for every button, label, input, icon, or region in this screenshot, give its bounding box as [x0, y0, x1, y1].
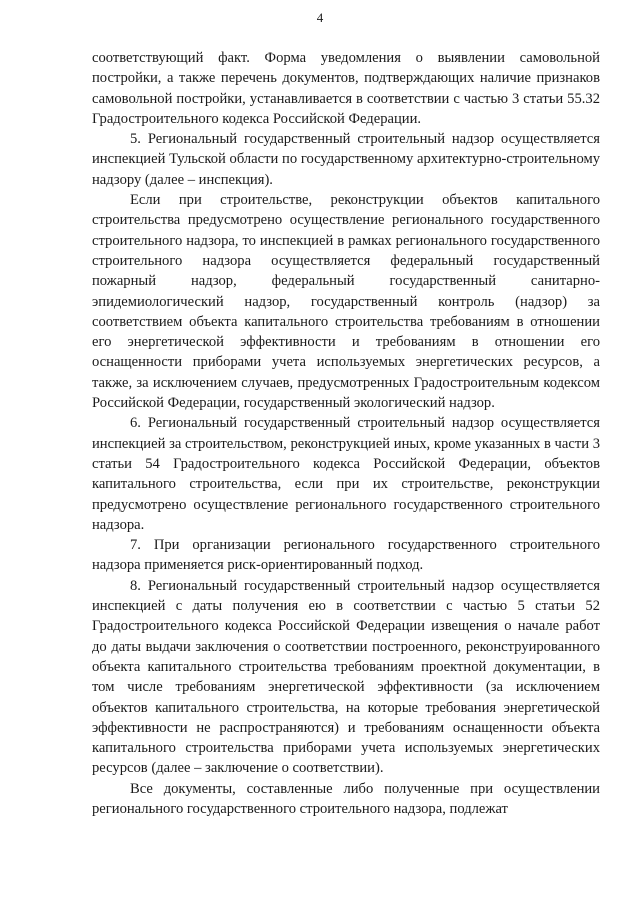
paragraph-8: 8. Региональный государственный строительный надзор осуществляется инспекцией с даты получения ею в соответствии с частью 5 статьи 52 Градостроительного кодекса Российской Федерации извещения о начале работ до даты выдачи заключения о соответствии построенного, реконструированного объекта капитального строительства требованиям проектной документации, в том числе требованиям энергетической эффективности (за исключением объектов капитального строительства, на которые требования энергетической эффективности не распространяются) и требованиям оснащенности объекта капитального строительства приборами учета используемых энергетических ресурсов (далее – заключение о соответствии). — [92, 577, 600, 777]
paragraph-7: 7. При организации регионального государственного строительного надзора применяется риск-ориентированный подход. — [92, 537, 600, 574]
document-body — [92, 48, 600, 819]
page-number: 4 — [316, 10, 324, 25]
paragraph-5-supervision-scope: Если при строительстве, реконструкции объектов капитального строительства предусмотрено осуществление регионального государственного строительного надзора, то инспекцией в рамках регионального государственного строительного надзора осуществляется федеральный государственный пожарный надзор, федеральный государственный санитарно-эпидемиологический надзор, государственный контроль (надзор) за соответствием объекта капитального строительства требованиям в отношении его энергетической эффективности и требованиям в отношении его оснащенности приборами учета используемых энергетических ресурсов, а также, за исключением случаев, предусмотренных Градостроительным кодексом Российской Федерации, государственный экологический надзор. — [92, 192, 600, 412]
paragraph-documents: Все документы, составленные либо полученные при осуществлении регионального государственного строительного надзора, подлежат — [92, 780, 600, 817]
paragraph-continuation: соответствующий факт. Форма уведомления о выявлении самовольной постройки, а также перечень документов, подтверждающих наличие признаков самовольной постройки, устанавливается в соответствии с частью 3 статьи 55.32 Градостроительного кодекса Российской Федерации. — [92, 50, 600, 127]
paragraph-6: 6. Региональный государственный строительный надзор осуществляется инспекцией за строительством, реконструкцией иных, кроме указанных в части 3 статьи 54 Градостроительного кодекса Российской Федерации, объектов капитального строительства, если при их строительстве, реконструкции предусмотрено осуществление регионального государственного строительного надзора. — [92, 415, 600, 533]
paragraph-5: 5. Региональный государственный строительный надзор осуществляется инспекцией Тульской области по государственному архитектурно-строительному надзору (далее – инспекция). — [92, 131, 600, 188]
